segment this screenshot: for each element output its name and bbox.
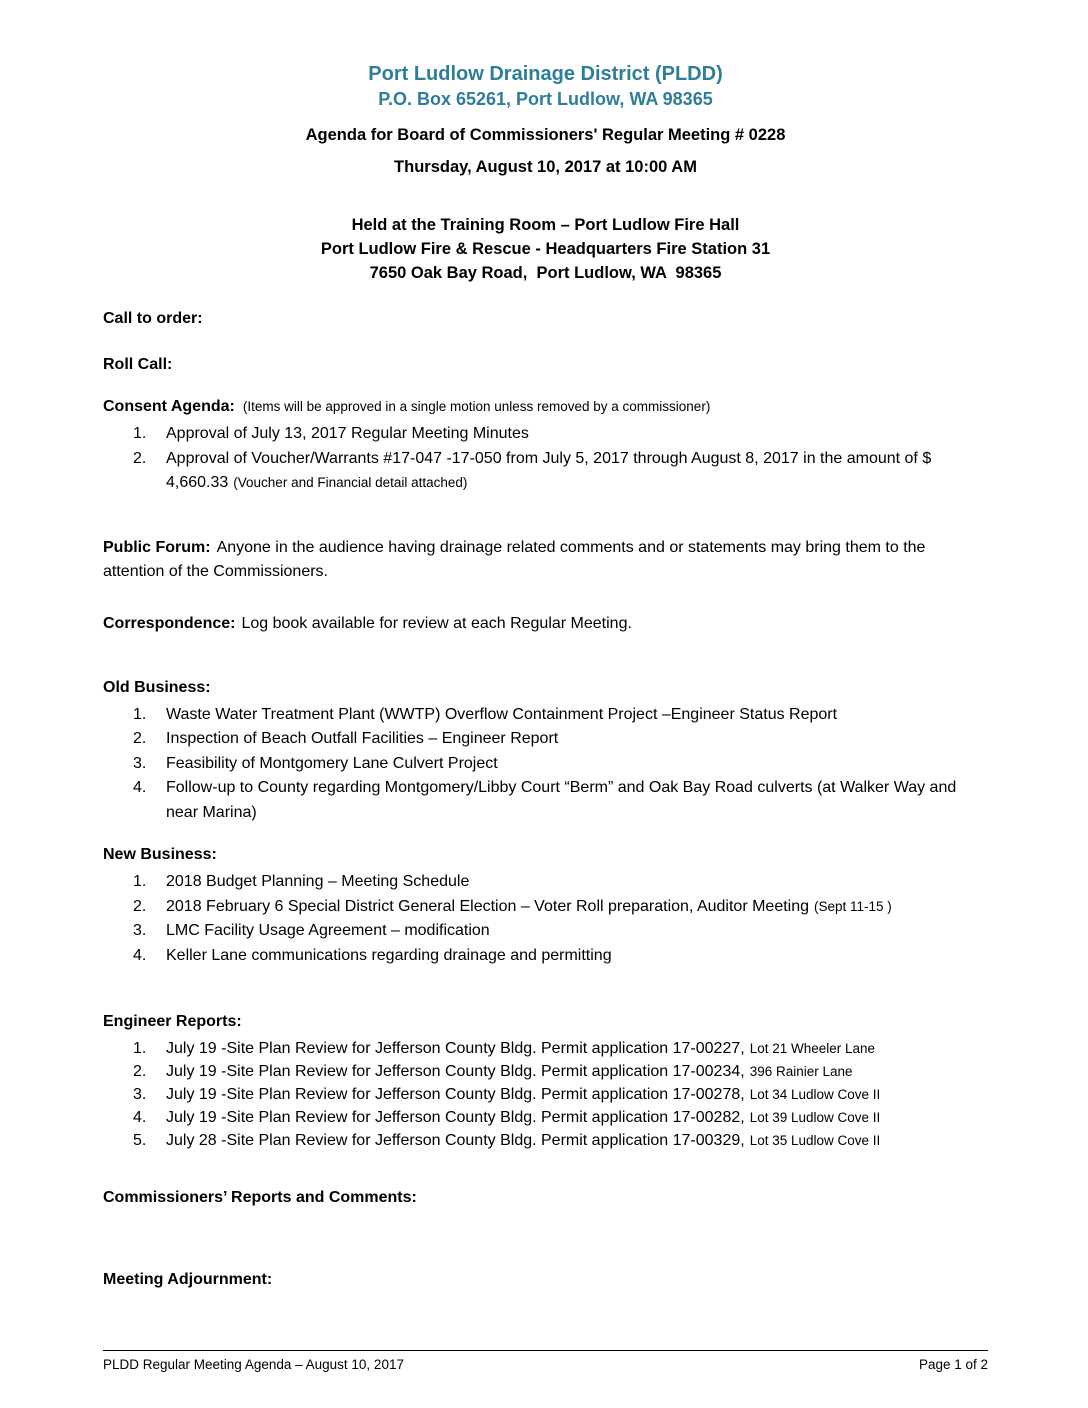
list-item xyxy=(133,870,988,895)
item-number: 3. xyxy=(133,922,147,939)
consent-agenda-label: Consent Agenda: xyxy=(103,398,235,415)
footer-page-number: Page 1 of 2 xyxy=(918,1357,988,1372)
item-note: Lot 21 Wheeler Lane xyxy=(749,1041,876,1056)
item-text: July 19 -Site Plan Review for Jefferson County Bldg. Permit application 17-00278, Lot 34 Ludlow Cove II xyxy=(166,1086,881,1103)
meeting-datetime: Thursday, August 10, 2017 at 10:00 AM xyxy=(394,158,697,176)
item-number: 2. xyxy=(133,897,147,915)
item-text: Feasibility of Montgomery Lane Culvert Project xyxy=(166,754,498,772)
org-name: Port Ludlow Drainage District (PLDD) xyxy=(368,63,723,85)
item-note: Lot 35 Ludlow Cove II xyxy=(749,1133,881,1148)
item-note xyxy=(529,426,534,441)
consent-agenda-note: (Items will be approved in a single motion unless removed by a commissioner) xyxy=(242,399,711,414)
new-business-list xyxy=(103,870,988,968)
section-old-business xyxy=(103,678,988,826)
item-text: Inspection of Beach Outfall Facilities – Engineer Report xyxy=(166,730,559,747)
item-text: July 19 -Site Plan Review for Jefferson County Bldg. Permit application 17-00234, 396 Rainier Lane xyxy=(166,1063,853,1080)
section-meeting-adjournment: Meeting Adjournment: xyxy=(103,1271,273,1288)
public-forum-label: Public Forum: xyxy=(103,538,211,556)
correspondence-text: Log book available for review at each Regular Meeting. xyxy=(241,614,632,632)
list-item xyxy=(133,447,988,496)
item-text: Waste Water Treatment Plant (WWTP) Overflow Containment Project –Engineer Status Report xyxy=(166,705,838,723)
location-line: Port Ludlow Fire & Rescue - Headquarters Fire Station 31 xyxy=(320,240,771,258)
item-text: July 28 -Site Plan Review for Jefferson County Bldg. Permit application 17-00329, Lot 35 Ludlow Cove II xyxy=(166,1132,881,1149)
item-number: 1. xyxy=(133,873,147,890)
item-text: LMC Facility Usage Agreement – modification xyxy=(166,919,988,944)
page-footer xyxy=(103,1350,988,1373)
section-correspondence xyxy=(103,612,988,636)
old-business-list xyxy=(103,703,988,826)
item-note xyxy=(612,948,617,963)
list-item xyxy=(133,776,988,825)
item-number: 3. xyxy=(133,754,147,772)
item-text: 2018 February 6 Special District General Election – Voter Roll preparation, Auditor Meeting (Sept 11-15 ) xyxy=(166,897,892,915)
item-note: (Voucher and Financial detail attached) xyxy=(233,475,468,490)
list-item xyxy=(133,1037,988,1060)
section-consent-agenda xyxy=(103,397,988,496)
engineer-reports-list xyxy=(103,1037,988,1152)
list-item xyxy=(133,752,988,777)
new-business-heading: New Business: xyxy=(103,846,217,863)
item-text: 2018 Budget Planning – Meeting Schedule xyxy=(166,870,988,895)
list-item xyxy=(133,1106,988,1129)
item-text: July 19 -Site Plan Review for Jefferson County Bldg. Permit application 17-00282, Lot 39 Ludlow Cove II xyxy=(166,1109,881,1126)
consent-agenda-list xyxy=(103,422,988,496)
footer-document-title: PLDD Regular Meeting Agenda – August 10, 2017 xyxy=(103,1357,404,1372)
item-text: Follow-up to County regarding Montgomery/Libby Court “Berm” and Oak Bay Road culverts (at Walker Way and near Marina) xyxy=(166,779,957,821)
list-item xyxy=(133,703,988,728)
item-text: Approval of Voucher/Warrants #17-047 -17-050 from July 5, 2017 through August 8, 2017 in the amount of $ 4,660.33 (Voucher and Financial detail attached) xyxy=(166,449,932,491)
list-item xyxy=(133,895,988,920)
section-roll-call: Roll Call: xyxy=(103,356,173,373)
item-text: Keller Lane communications regarding drainage and permitting xyxy=(166,944,988,969)
list-item xyxy=(133,422,988,447)
section-engineer-reports xyxy=(103,1012,988,1152)
section-commissioners-reports: Commissioners’ Reports and Comments: xyxy=(103,1189,417,1206)
org-address: P.O. Box 65261, Port Ludlow, WA 98365 xyxy=(378,89,713,109)
item-number: 4. xyxy=(133,779,147,796)
item-number: 4. xyxy=(133,946,147,964)
item-note: (Sept 11-15 ) xyxy=(814,898,892,914)
consent-agenda-heading xyxy=(103,397,988,417)
item-number: 5. xyxy=(133,1132,147,1149)
location-line: Held at the Training Room – Port Ludlow Fire Hall xyxy=(351,216,740,234)
agenda-title: Agenda for Board of Commissioners' Regular Meeting # 0228 xyxy=(305,126,786,144)
item-text: July 19 -Site Plan Review for Jefferson County Bldg. Permit application 17-00227, Lot 21 Wheeler Lane xyxy=(166,1040,876,1057)
section-new-business xyxy=(103,845,988,968)
item-number: 1. xyxy=(133,705,147,723)
public-forum-text: Anyone in the audience having drainage related comments and or statements may bring them to the attention of the Commissioners. xyxy=(103,538,926,580)
item-note xyxy=(469,874,474,889)
item-number: 1. xyxy=(133,1040,147,1057)
item-note: Lot 39 Ludlow Cove II xyxy=(749,1110,881,1125)
item-number: 2. xyxy=(133,449,147,467)
item-note: 396 Rainier Lane xyxy=(749,1064,853,1079)
item-text: Approval of July 13, 2017 Regular Meeting Minutes xyxy=(166,422,988,447)
item-note: Lot 34 Ludlow Cove II xyxy=(749,1087,881,1102)
list-item xyxy=(133,727,988,752)
old-business-heading: Old Business: xyxy=(103,678,211,696)
correspondence-label: Correspondence: xyxy=(103,614,236,632)
item-number: 3. xyxy=(133,1086,147,1103)
item-number: 2. xyxy=(133,730,147,747)
item-note xyxy=(490,923,495,938)
item-number: 1. xyxy=(133,425,147,442)
item-number: 4. xyxy=(133,1109,147,1126)
meeting-location xyxy=(103,213,988,285)
list-item xyxy=(133,1083,988,1106)
list-item xyxy=(133,1060,988,1083)
section-call-to-order: Call to order: xyxy=(103,310,203,327)
list-item xyxy=(133,1129,988,1152)
engineer-reports-heading: Engineer Reports: xyxy=(103,1013,242,1030)
list-item xyxy=(133,919,988,944)
list-item xyxy=(133,944,988,969)
section-public-forum xyxy=(103,536,988,584)
item-number: 2. xyxy=(133,1063,147,1080)
location-line: 7650 Oak Bay Road, Port Ludlow, WA 98365 xyxy=(369,264,722,282)
